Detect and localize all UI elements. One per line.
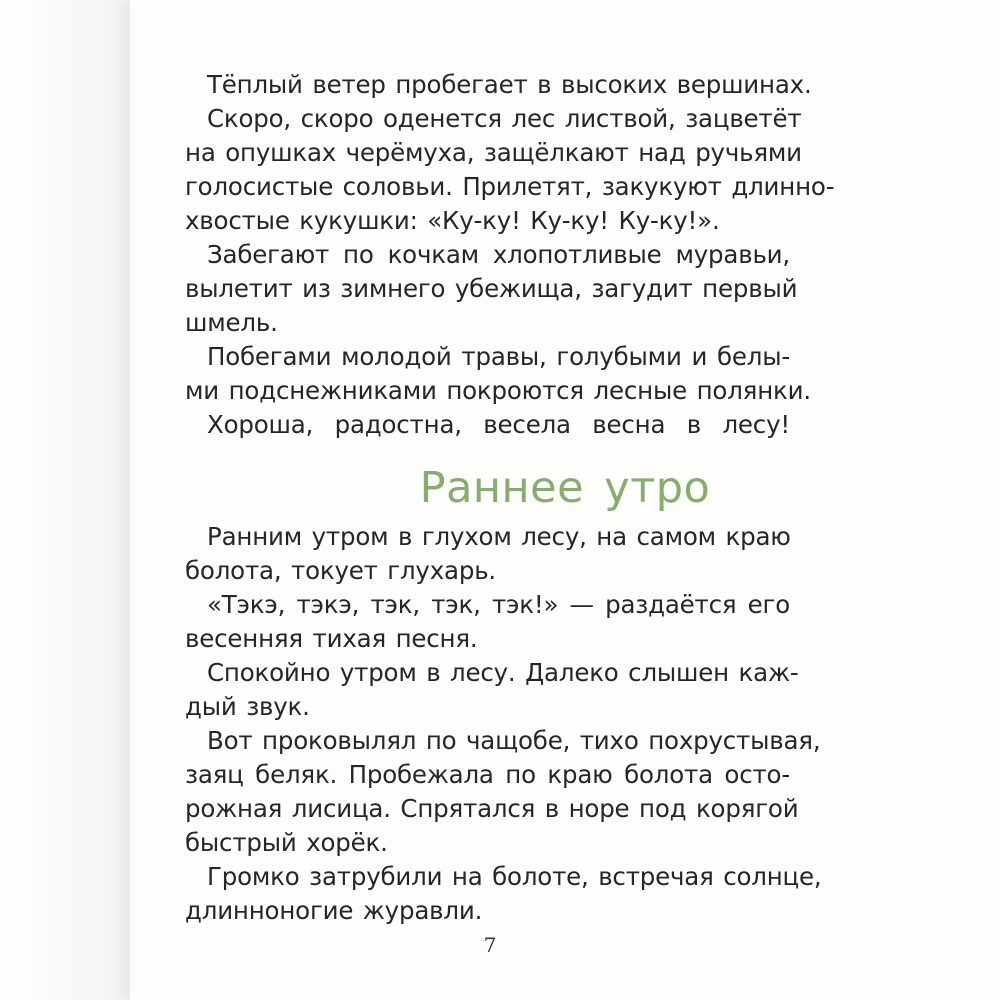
text-line: хвостые кукушки: «Ку-ку! Ку-ку! Ку-ку!». (185, 206, 720, 235)
text-line: Забегают по кочкам хлопотливые муравьи, (207, 240, 790, 269)
book-gutter (0, 0, 130, 1000)
text-line: Хороша, радостна, весела весна в лесу! (207, 410, 790, 439)
text-line: длинноногие журавли. (185, 896, 483, 925)
text-line: Спокойно утром в лесу. Далеко слышен каж- (207, 658, 799, 687)
text-line: быстрый хорёк. (185, 828, 388, 857)
text-line: рожная лисица. Спрятался в норе под корягой (185, 794, 799, 823)
text-line: Ранним утром в глухом лесу, на самом краю (207, 522, 791, 551)
text-line: Вот проковылял по чащобе, тихо похрустывая, (207, 726, 821, 755)
text-line: Скоро, скоро оденется лес листвой, зацветёт (207, 104, 802, 133)
text-line: вылетит из зимнего убежища, загудит первый (185, 274, 798, 303)
text-line: дый звук. (185, 692, 310, 721)
text-line: болота, токует глухарь. (185, 556, 497, 585)
text-line: Громко затрубили на болоте, встречая солнце, (207, 862, 822, 891)
section-heading: Раннее утро (419, 463, 711, 513)
text-line: ми подснежниками покроются лесные полянки. (185, 376, 811, 405)
text-line: шмель. (185, 308, 278, 337)
text-line: заяц беляк. Пробежала по краю болота осто- (185, 760, 790, 789)
text-line: голосистые соловьи. Прилетят, закукуют длинно- (185, 172, 835, 201)
text-line: Побегами молодой травы, голубыми и белы- (207, 342, 790, 371)
text-line: Тёплый ветер пробегает в высоких вершинах. (207, 70, 812, 99)
text-line: весенняя тихая песня. (185, 624, 478, 653)
text-line: на опушках черёмуха, защёлкают над ручьями (185, 138, 802, 167)
page-number: 7 (483, 933, 497, 957)
text-line: «Тэкэ, тэкэ, тэк, тэк, тэк!» — раздаётся его (207, 590, 790, 619)
